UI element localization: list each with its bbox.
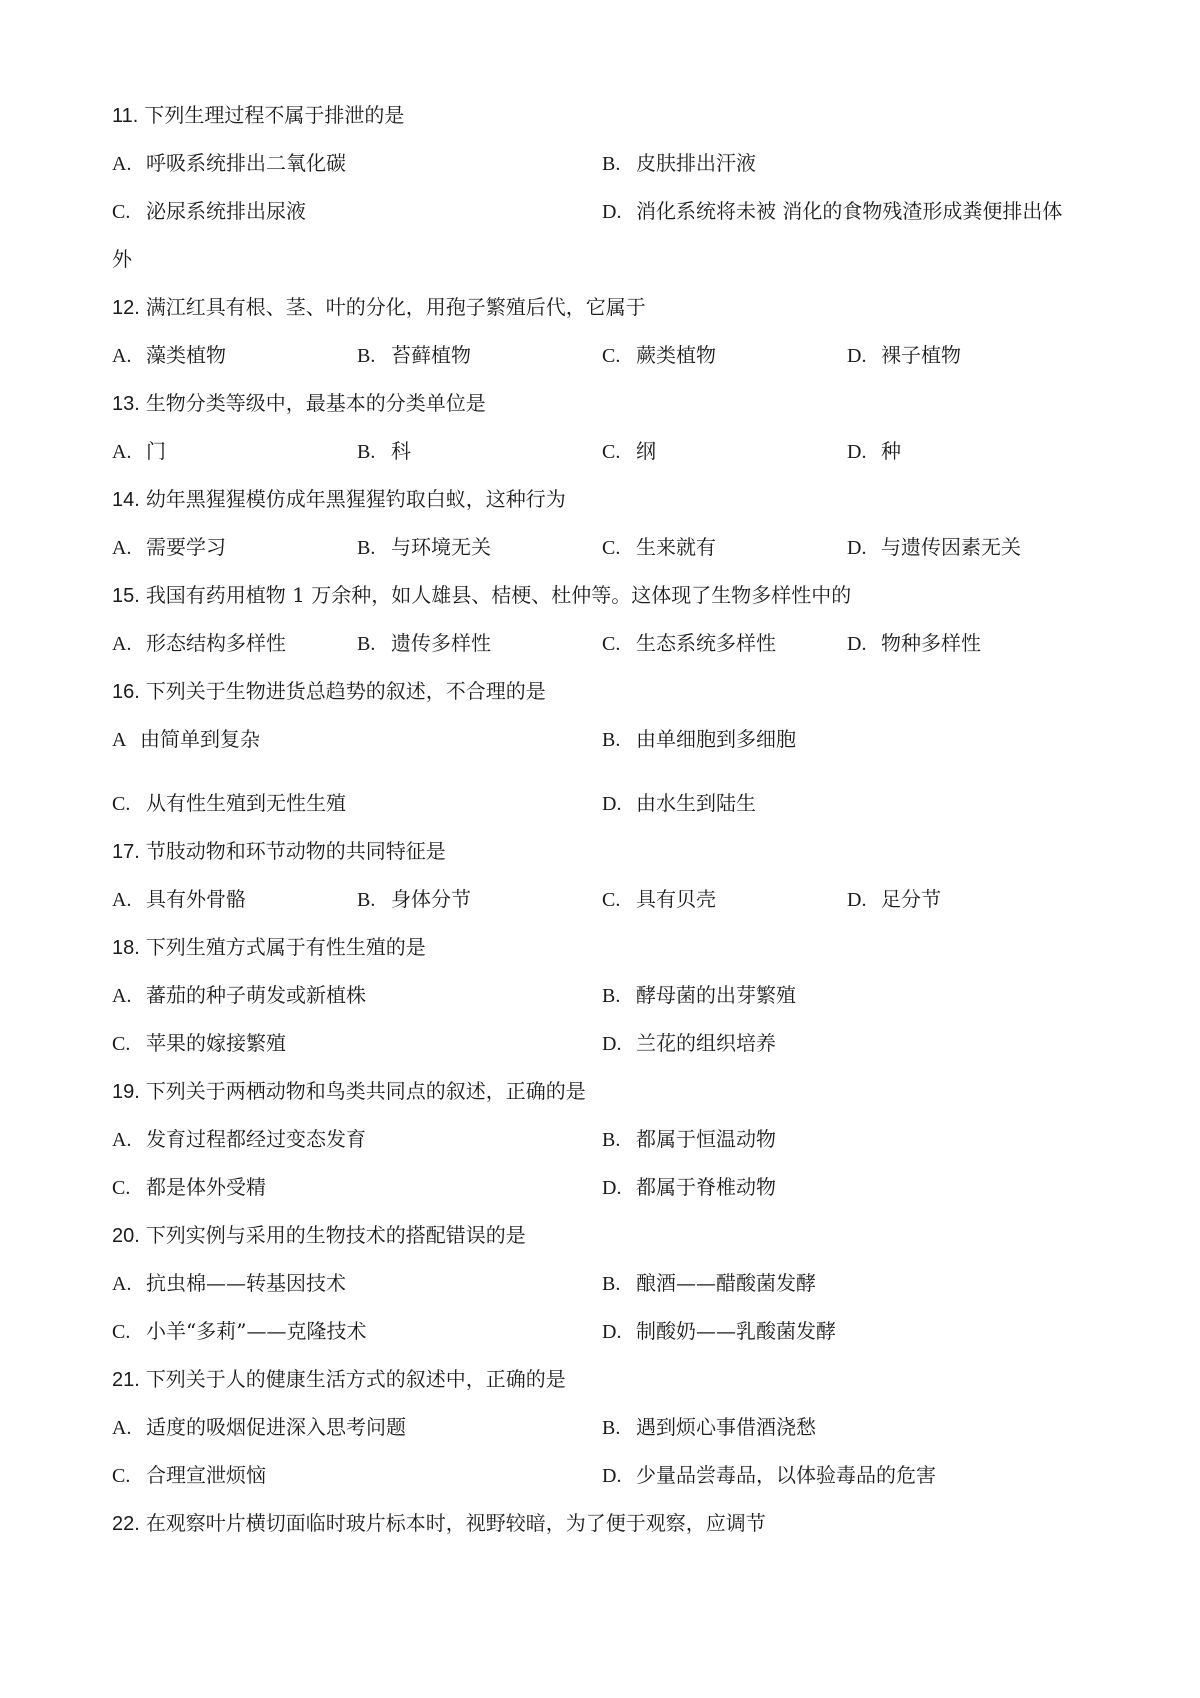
option-b: B. 酿酒——醋酸菌发酵 xyxy=(602,1271,816,1295)
question-text: 下列关于人的健康生活方式的叙述中，正确的是 xyxy=(145,1367,566,1391)
option-b: B. 与环境无关 xyxy=(357,535,491,559)
options-row xyxy=(112,1266,1120,1300)
options-row xyxy=(112,146,1120,180)
question-17 xyxy=(112,834,1120,868)
option-c: C. 生态系统多样性 xyxy=(602,631,776,655)
question-13 xyxy=(112,386,1120,420)
option-a: A. 蕃茄的种子萌发或新植株 xyxy=(112,983,366,1007)
question-number: 21. xyxy=(112,1369,140,1391)
option-a: A. 发育过程都经过变态发育 xyxy=(112,1127,366,1151)
option-c: C. 泌尿系统排出尿液 xyxy=(112,199,306,223)
question-number: 22. xyxy=(112,1513,140,1535)
option-a: A. 需要学习 xyxy=(112,535,226,559)
question-number: 18. xyxy=(112,937,140,959)
options-row xyxy=(112,1458,1120,1492)
question-number: 19. xyxy=(112,1081,140,1103)
option-d: D. 兰花的组织培养 xyxy=(602,1031,776,1055)
option-c: C. 纲 xyxy=(602,439,656,463)
question-number: 20. xyxy=(112,1225,140,1247)
option-b: B. 科 xyxy=(357,439,411,463)
question-text: 在观察叶片横切面临时玻片标本时，视野较暗，为了便于观察，应调节 xyxy=(145,1511,766,1535)
question-18 xyxy=(112,930,1120,964)
option-d: D. 消化系统将未被 消化的食物残渣形成粪便排出体 xyxy=(602,199,1063,223)
option-c: C. 都是体外受精 xyxy=(112,1175,266,1199)
option-b: B. 苔藓植物 xyxy=(357,343,471,367)
question-12 xyxy=(112,290,1120,324)
question-text: 满江红具有根、茎、叶的分化，用孢子繁殖后代，它属于 xyxy=(145,295,646,319)
question-16 xyxy=(112,674,1120,708)
option-d: D. 都属于脊椎动物 xyxy=(602,1175,776,1199)
option-b: B. 遇到烦心事借酒浇愁 xyxy=(602,1415,816,1439)
option-c: C. 蕨类植物 xyxy=(602,343,716,367)
question-text: 下列生殖方式属于有性生殖的是 xyxy=(145,935,426,959)
option-a: A. 门 xyxy=(112,439,166,463)
options-row xyxy=(112,1314,1120,1348)
option-c: C. 从有性生殖到无性生殖 xyxy=(112,791,346,815)
option-a: A 由简单到复杂 xyxy=(112,727,260,751)
option-a: A. 具有外骨骼 xyxy=(112,887,246,911)
options-row xyxy=(112,338,1120,372)
question-text: 下列关于生物进货总趋势的叙述，不合理的是 xyxy=(145,679,546,703)
option-c: C. 生来就有 xyxy=(602,535,716,559)
question-14 xyxy=(112,482,1120,516)
question-text: 下列生理过程不属于排泄的是 xyxy=(144,103,405,127)
option-d: D. 物种多样性 xyxy=(847,631,981,655)
question-number: 13. xyxy=(112,393,140,415)
option-a: A. 呼吸系统排出二氧化碳 xyxy=(112,151,346,175)
option-d: D. 制酸奶——乳酸菌发酵 xyxy=(602,1319,836,1343)
question-number: 11. xyxy=(112,105,139,127)
option-d: D. 由水生到陆生 xyxy=(602,791,756,815)
option-b: B. 皮肤排出汗液 xyxy=(602,151,756,175)
options-row xyxy=(112,1026,1120,1060)
options-row xyxy=(112,626,1120,660)
option-b: B. 遗传多样性 xyxy=(357,631,491,655)
option-b: B. 酵母菌的出芽繁殖 xyxy=(602,983,796,1007)
option-a: A. 形态结构多样性 xyxy=(112,631,286,655)
question-text: 下列实例与采用的生物技术的搭配错误的是 xyxy=(145,1223,526,1247)
option-b: B. 身体分节 xyxy=(357,887,471,911)
question-21 xyxy=(112,1362,1120,1396)
question-number: 15. xyxy=(112,585,140,607)
options-row xyxy=(112,978,1120,1012)
option-b: B. 由单细胞到多细胞 xyxy=(602,727,796,751)
question-number: 14. xyxy=(112,489,140,511)
options-row xyxy=(112,1170,1120,1204)
question-19 xyxy=(112,1074,1120,1108)
question-22 xyxy=(112,1506,1120,1540)
option-a: A. 抗虫棉——转基因技术 xyxy=(112,1271,346,1295)
question-number: 12. xyxy=(112,297,140,319)
option-c: C. 具有贝壳 xyxy=(602,887,716,911)
question-text: 幼年黑猩猩模仿成年黑猩猩钓取白蚁，这种行为 xyxy=(145,487,566,511)
question-11 xyxy=(112,98,1120,132)
option-continuation: 外 xyxy=(112,247,132,271)
option-d: D. 少量品尝毒品，以体验毒品的危害 xyxy=(602,1463,936,1487)
question-text: 节肢动物和环节动物的共同特征是 xyxy=(145,839,446,863)
option-a: A. 藻类植物 xyxy=(112,343,226,367)
question-15 xyxy=(112,578,1120,612)
option-d: D. 与遗传因素无关 xyxy=(847,535,1021,559)
options-row xyxy=(112,434,1120,468)
options-row xyxy=(112,722,1120,756)
options-row xyxy=(112,786,1120,820)
question-20 xyxy=(112,1218,1120,1252)
options-row xyxy=(112,530,1120,564)
option-a: A. 适度的吸烟促进深入思考问题 xyxy=(112,1415,406,1439)
options-row xyxy=(112,1122,1120,1156)
option-c: C. 小羊“多莉”——克隆技术 xyxy=(112,1319,367,1343)
question-text: 生物分类等级中，最基本的分类单位是 xyxy=(145,391,486,415)
question-number: 17. xyxy=(112,841,140,863)
option-b: B. 都属于恒温动物 xyxy=(602,1127,776,1151)
question-text: 下列关于两栖动物和鸟类共同点的叙述，正确的是 xyxy=(145,1079,586,1103)
option-d: D. 裸子植物 xyxy=(847,343,961,367)
options-row xyxy=(112,882,1120,916)
option-c: C. 苹果的嫁接繁殖 xyxy=(112,1031,286,1055)
options-row xyxy=(112,194,1120,228)
options-row xyxy=(112,1410,1120,1444)
option-c: C. 合理宣泄烦恼 xyxy=(112,1463,266,1487)
option-d: D. 种 xyxy=(847,439,901,463)
question-text: 我国有药用植物 1 万余种，如人雄县、桔梗、杜仲等。这体现了生物多样性中的 xyxy=(145,583,852,607)
option-d: D. 足分节 xyxy=(847,887,941,911)
question-number: 16. xyxy=(112,681,140,703)
